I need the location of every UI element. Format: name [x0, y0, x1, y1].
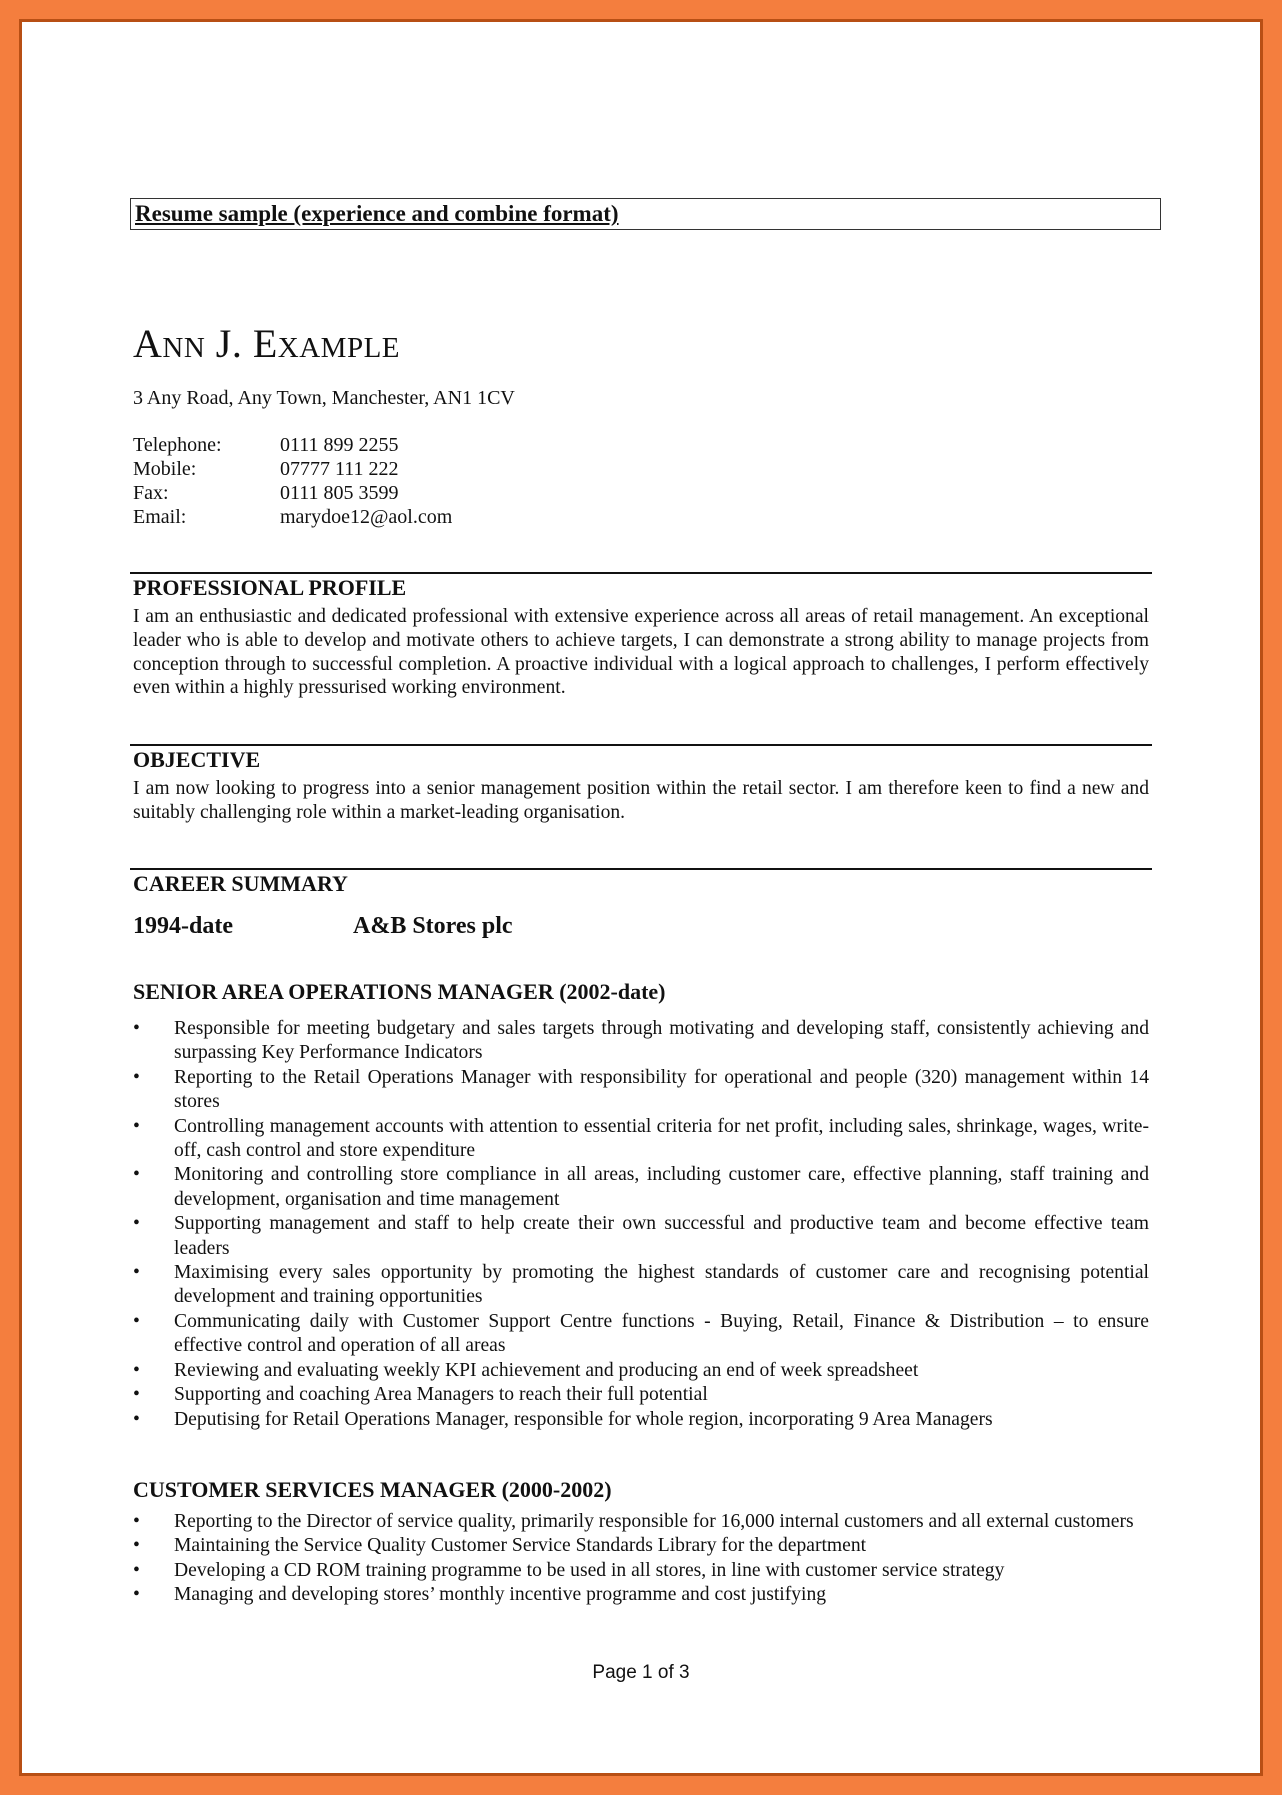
list-item: • Reporting to the Director of service quality, primarily responsible for 16,000 internal customers and all external customers	[133, 1510, 1149, 1534]
list-item: • Developing a CD ROM training programme to be used in all stores, in line with customer service strategy	[133, 1559, 1149, 1583]
resume-page	[22, 22, 1260, 1773]
role-bullet-list	[133, 1510, 1149, 1608]
bullet-icon: •	[133, 1066, 140, 1088]
contact-value: 07777 111 222	[280, 458, 399, 480]
contact-label: Fax:	[133, 482, 169, 504]
bullet-icon: •	[133, 1511, 140, 1532]
bullet-icon: •	[133, 1115, 140, 1137]
list-item: • Controlling management accounts with attention to essential criteria for net profit, including sales, shrinkage, wages, write-off, cash control and store expenditure	[133, 1115, 1149, 1162]
list-item: • Communicating daily with Customer Support Centre functions - Buying, Retail, Finance & Distribution – to ensure effective control and operation of all areas	[133, 1310, 1149, 1357]
bullet-icon: •	[133, 1584, 140, 1606]
bullet-icon: •	[133, 1262, 140, 1284]
list-item: • Monitoring and controlling store compliance in all areas, including customer care, effective planning, staff training and development, organisation and time management	[133, 1164, 1149, 1210]
section-divider	[130, 744, 1152, 746]
employer-name: A&B Stores plc	[353, 913, 513, 939]
list-item: • Reviewing and evaluating weekly KPI achievement and producing an end of week spreadsheet	[133, 1359, 1149, 1383]
bullet-icon: •	[133, 1310, 140, 1332]
role-title: CUSTOMER SERVICES MANAGER (2000-2002)	[133, 1477, 612, 1502]
list-item: • Deputising for Retail Operations Manager, responsible for whole region, incorporating 9 Area Managers	[133, 1408, 1149, 1432]
list-item: • Supporting management and staff to help create their own successful and productive team and become effective team leaders	[133, 1213, 1149, 1259]
objective-text: I am now looking to progress into a senior management position within the retail sector. I am therefore keen to find a new and suitably challenging role within a market-leading organisation.	[133, 778, 1149, 823]
list-item: • Reporting to the Retail Operations Manager with responsibility for operational and people (320) management within 14 stores	[133, 1066, 1149, 1113]
list-item: • Managing and developing stores’ monthly incentive programme and cost justifying	[133, 1583, 1149, 1607]
career-heading: CAREER SUMMARY	[133, 871, 348, 896]
contact-label: Email:	[133, 506, 187, 528]
bullet-icon: •	[133, 1213, 140, 1235]
list-item: • Maximising every sales opportunity by promoting the highest standards of customer care and recognising potential development and training opportunities	[133, 1262, 1149, 1308]
contact-value: 0111 805 3599	[280, 482, 399, 504]
role-bullet-list	[133, 1017, 1149, 1432]
section-divider	[130, 868, 1152, 870]
bullet-icon: •	[133, 1408, 140, 1430]
bullet-icon: •	[133, 1018, 140, 1039]
contact-value: 0111 899 2255	[280, 434, 399, 456]
candidate-name: ANN J. EXAMPLE	[133, 321, 401, 366]
bullet-icon: •	[133, 1535, 140, 1557]
profile-heading: PROFESSIONAL PROFILE	[133, 575, 407, 600]
bullet-icon: •	[133, 1384, 140, 1406]
list-item: • Responsible for meeting budgetary and sales targets through motivating and developing staff, consistently achieving and surpassing Key Performance Indicators	[133, 1018, 1149, 1064]
page-number: Page 1 of 3	[592, 1662, 690, 1683]
document-title: Resume sample (experience and combine format)	[135, 201, 619, 226]
bullet-icon: •	[133, 1359, 140, 1381]
role-title: SENIOR AREA OPERATIONS MANAGER (2002-date)	[133, 979, 666, 1004]
contact-label: Mobile:	[133, 458, 197, 480]
bullet-icon: •	[133, 1559, 140, 1581]
list-item: • Maintaining the Service Quality Customer Service Standards Library for the department	[133, 1534, 1149, 1558]
profile-text: I am an enthusiastic and dedicated professional with extensive experience across all areas of retail management. An exceptional leader who is able to develop and motivate others to achieve targets, I can demonstrate a strong ability to manage projects from conception through to successful completion. A proactive individual with a logical approach to challenges, I perform effectively even within a highly pressurised working environment.	[133, 606, 1149, 699]
contact-label: Telephone:	[133, 434, 222, 456]
title-box	[130, 198, 1161, 230]
bullet-icon: •	[133, 1164, 140, 1186]
list-item: • Supporting and coaching Area Managers to reach their full potential	[133, 1383, 1149, 1407]
email-value: marydoe12@aol.com	[280, 506, 453, 528]
career-period: 1994-date	[133, 913, 233, 939]
objective-heading: OBJECTIVE	[133, 747, 261, 772]
section-divider	[130, 572, 1152, 574]
address: 3 Any Road, Any Town, Manchester, AN1 1CV	[133, 387, 515, 409]
